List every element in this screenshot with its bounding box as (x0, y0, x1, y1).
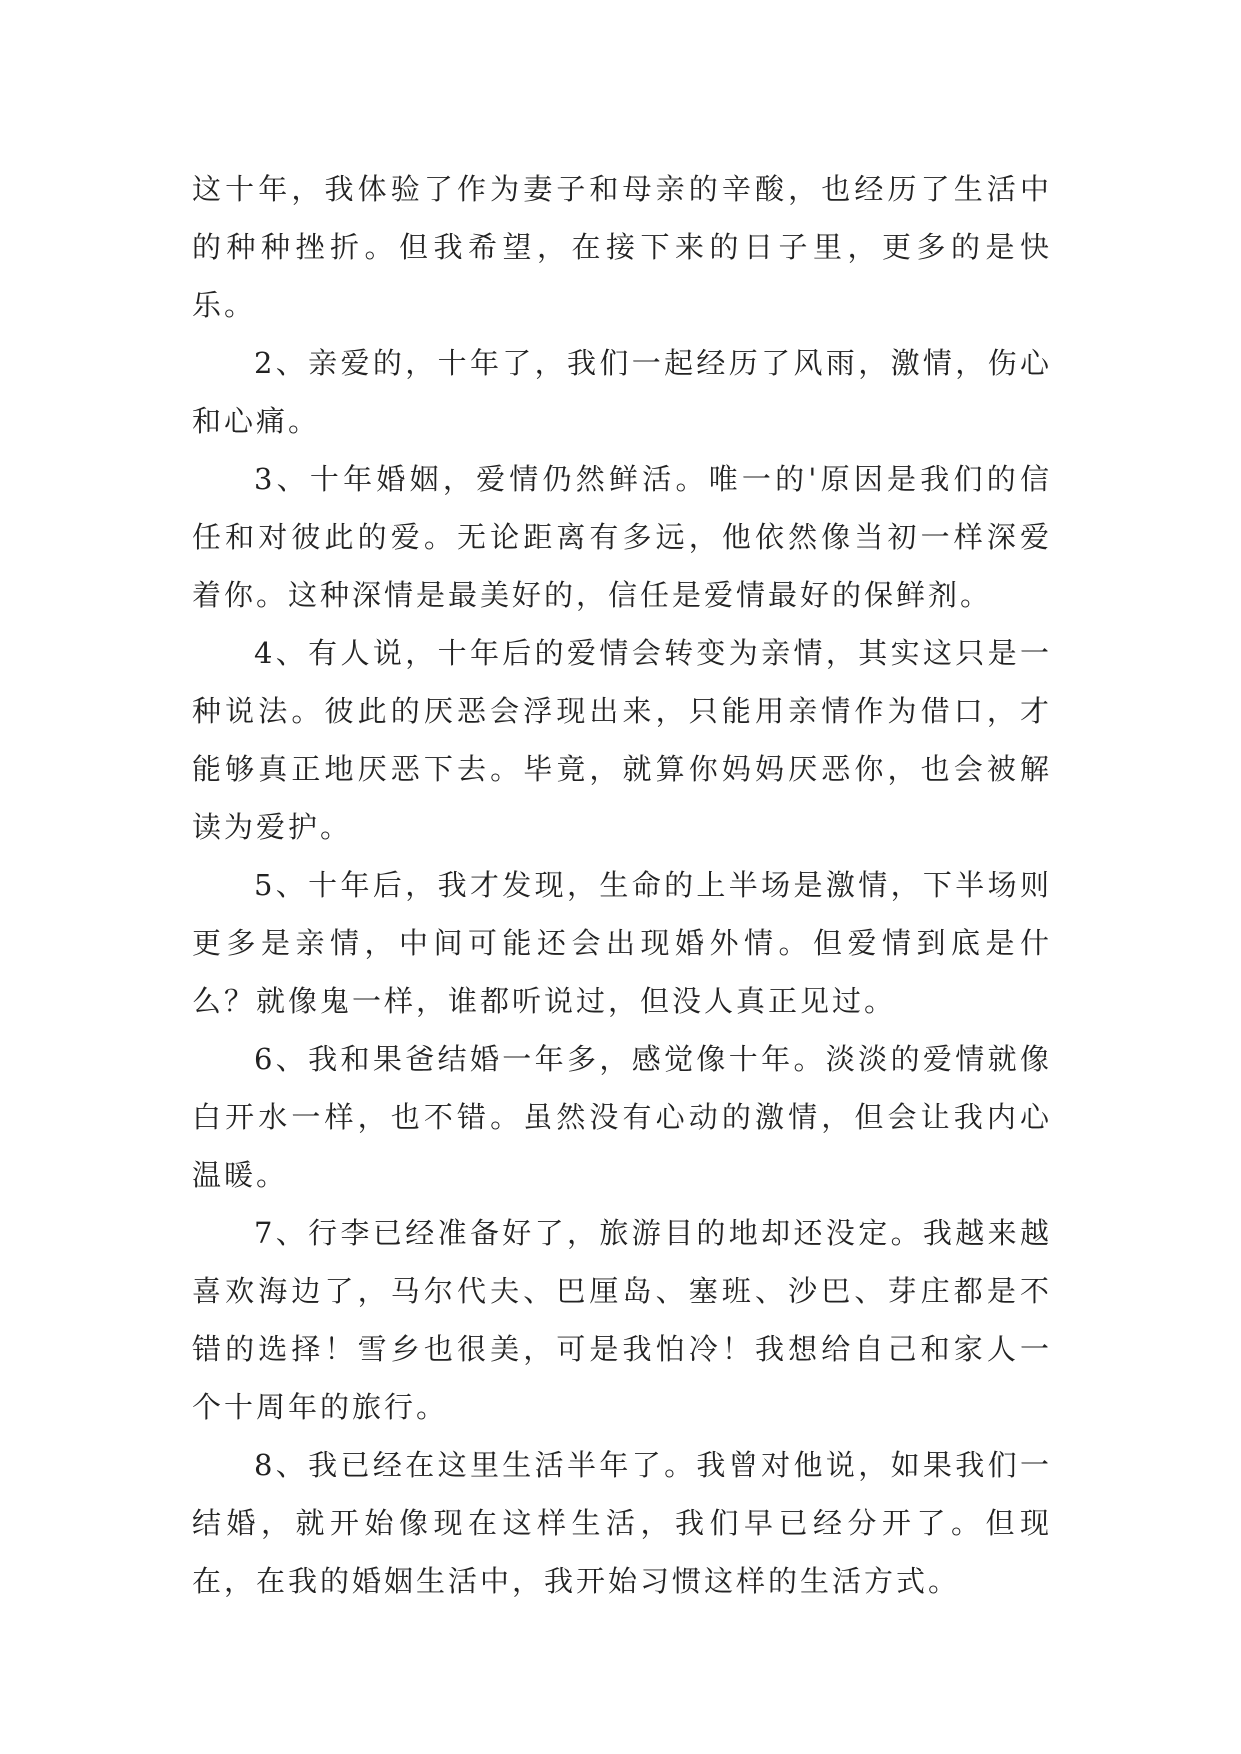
document-body (192, 160, 1052, 1610)
paragraph-intro: 这十年，我体验了作为妻子和母亲的辛酸，也经历了生活中的种种挫折。但我希望，在接下来的日子里，更多的是快乐。 (192, 172, 1052, 322)
paragraph-7: 7、行李已经准备好了，旅游目的地却还没定。我越来越喜欢海边了，马尔代夫、巴厘岛、塞班、沙巴、芽庄都是不错的选择！雪乡也很美，可是我怕冷！我想给自己和家人一个十周年的旅行。 (192, 1216, 1052, 1424)
paragraph-3: 3、十年婚姻，爱情仍然鲜活。唯一的'原因是我们的信任和对彼此的爱。无论距离有多远，他依然像当初一样深爱着你。这种深情是最美好的，信任是爱情最好的保鲜剂。 (192, 462, 1052, 612)
paragraph-6: 6、我和果爸结婚一年多，感觉像十年。淡淡的爱情就像白开水一样，也不错。虽然没有心动的激情，但会让我内心温暖。 (192, 1042, 1052, 1192)
paragraph-8: 8、我已经在这里生活半年了。我曾对他说，如果我们一结婚，就开始像现在这样生活，我们早已经分开了。但现在，在我的婚姻生活中，我开始习惯这样的生活方式。 (192, 1448, 1052, 1598)
paragraph-4: 4、有人说，十年后的爱情会转变为亲情，其实这只是一种说法。彼此的厌恶会浮现出来，只能用亲情作为借口，才能够真正地厌恶下去。毕竟，就算你妈妈厌恶你，也会被解读为爱护。 (192, 636, 1052, 844)
paragraph-5: 5、十年后，我才发现，生命的上半场是激情，下半场则更多是亲情，中间可能还会出现婚外情。但爱情到底是什么？就像鬼一样，谁都听说过，但没人真正见过。 (192, 868, 1052, 1018)
paragraph-2: 2、亲爱的，十年了，我们一起经历了风雨，激情，伤心和心痛。 (192, 346, 1052, 438)
